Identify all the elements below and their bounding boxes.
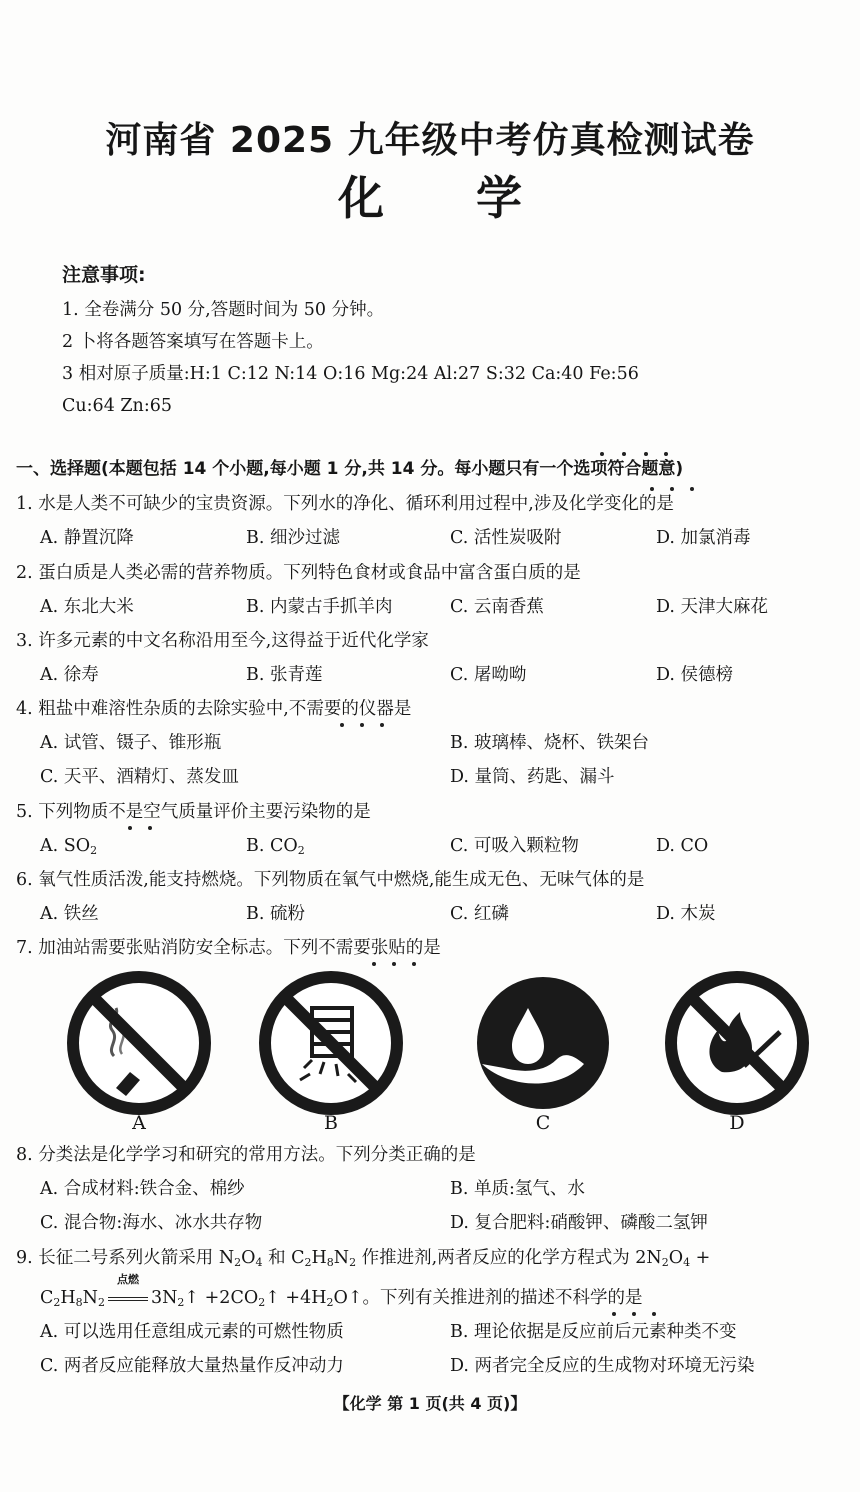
no-smoking-sign-icon (64, 968, 214, 1118)
emphasis-dots (650, 487, 700, 493)
question-1-stem: 1. 水是人类不可缺少的宝贵资源。下列水的净化、循环利用过程中,涉及化学变化的是 (16, 494, 674, 514)
question-5-option-c: C. 可吸入颗粒物 (450, 836, 579, 856)
sign-a-label: A (132, 1112, 146, 1134)
emphasis-dots (128, 826, 154, 832)
question-3-option-a: A. 徐寿 (40, 665, 99, 685)
question-4-option-c: C. 天平、酒精灯、蒸发皿 (40, 767, 239, 787)
question-3-option-b: B. 张青莲 (246, 665, 323, 685)
sign-d-label: D (729, 1112, 745, 1134)
page-footer: 【化学 第 1 页(共 4 页)】 (333, 1394, 527, 1413)
question-5-option-d: D. CO (656, 836, 709, 856)
emphasis-dots (612, 1312, 662, 1318)
question-6-option-c: C. 红磷 (450, 904, 509, 924)
question-1-option-b: B. 细沙过滤 (246, 528, 340, 548)
sign-c-label: C (535, 1112, 551, 1134)
question-9-option-a: A. 可以选用任意组成元素的可燃性物质 (40, 1322, 344, 1342)
question-6-stem: 6. 氧气性质活泼,能支持燃烧。下列物质在氧气中燃烧,能生成无色、无味气体的是 (16, 870, 645, 890)
question-3-stem: 3. 许多元素的中文名称沿用至今,这得益于近代化学家 (16, 631, 429, 651)
notice-item-1: 1. 全卷满分 50 分,答题时间为 50 分钟。 (62, 300, 385, 320)
question-9-stem-line-1: 9. 长征二号系列火箭采用 $N_2O_4$ 和 $C_2H_8N_2$ 作推进剂,两者反应的化学方程式为 $2N_2O_4$ + (16, 1248, 711, 1269)
subject-title: 化学 (338, 171, 614, 225)
no-open-flame-sign-icon (662, 968, 812, 1118)
question-8-option-d: D. 复合肥料:硝酸钾、磷酸二氢钾 (450, 1213, 708, 1233)
question-2-option-c: C. 云南香蕉 (450, 597, 544, 617)
no-fireworks-sign-icon (256, 968, 406, 1118)
question-6-option-d: D. 木炭 (656, 904, 716, 924)
question-2-stem: 2. 蛋白质是人类必需的营养物质。下列特色食材或食品中富含蛋白质的是 (16, 563, 581, 583)
question-9-stem-line-2: $C_2H_8N_2$ 点燃 $3N_2↑$ $+2CO_2↑$ $+4H_2O↑$。下列有关推进剂的描述不科学的是 (40, 1273, 643, 1309)
notice-item-3-continued: Cu:64 Zn:65 (62, 396, 172, 416)
question-1-option-a: A. 静置沉降 (40, 528, 134, 548)
question-5-option-b: B. $CO_2$ (246, 836, 305, 857)
question-8-stem: 8. 分类法是化学学习和研究的常用方法。下列分类正确的是 (16, 1145, 476, 1165)
exam-title: 河南省 2025 九年级中考仿真检测试卷 (105, 120, 755, 161)
sign-b-label: B (324, 1112, 338, 1134)
question-4-option-b: B. 玻璃棒、烧杯、铁架台 (450, 733, 649, 753)
question-3-option-c: C. 屠呦呦 (450, 665, 527, 685)
section-heading: 一、选择题(本题包括 14 个小题,每小题 1 分,共 14 分。每小题只有一个选项符合题意) (16, 459, 684, 479)
water-saving-sign-icon (468, 968, 618, 1118)
question-4-stem: 4. 粗盐中难溶性杂质的去除实验中,不需要的仪器是 (16, 699, 412, 719)
question-4-option-a: A. 试管、镊子、锥形瓶 (40, 733, 222, 753)
question-8-option-c: C. 混合物:海水、冰水共存物 (40, 1213, 263, 1233)
question-6-option-b: B. 硫粉 (246, 904, 305, 924)
notice-heading: 注意事项: (62, 264, 146, 286)
reaction-condition: 点燃 (105, 1286, 151, 1310)
question-9-option-c: C. 两者反应能释放大量热量作反冲动力 (40, 1356, 344, 1376)
question-2-option-a: A. 东北大米 (40, 597, 134, 617)
question-5-option-a: A. $SO_2$ (40, 836, 98, 857)
question-2-option-d: D. 天津大麻花 (656, 597, 769, 617)
question-5-stem: 5. 下列物质不是空气质量评价主要污染物的是 (16, 802, 371, 822)
question-1-option-c: C. 活性炭吸附 (450, 528, 562, 548)
question-8-option-a: A. 合成材料:铁合金、棉纱 (40, 1179, 245, 1199)
emphasis-dots (600, 452, 670, 458)
notice-item-3: 3 相对原子质量:H:1 C:12 N:14 O:16 Mg:24 Al:27 S:32 Ca:40 Fe:56 (62, 364, 639, 384)
question-7-stem: 7. 加油站需要张贴消防安全标志。下列不需要张贴的是 (16, 938, 441, 958)
question-4-option-d: D. 量筒、药匙、漏斗 (450, 767, 615, 787)
question-8-option-b: B. 单质:氢气、水 (450, 1179, 585, 1199)
notice-item-2: 2 卜将各题答案填写在答题卡上。 (62, 332, 324, 352)
question-6-option-a: A. 铁丝 (40, 904, 99, 924)
question-2-option-b: B. 内蒙古手抓羊肉 (246, 597, 393, 617)
question-9-option-d: D. 两者完全反应的生成物对环境无污染 (450, 1356, 755, 1376)
question-3-option-d: D. 侯德榜 (656, 665, 734, 685)
question-9-option-b: B. 理论依据是反应前后元素种类不变 (450, 1322, 737, 1342)
question-1-option-d: D. 加氯消毒 (656, 528, 751, 548)
emphasis-dots (340, 723, 390, 729)
